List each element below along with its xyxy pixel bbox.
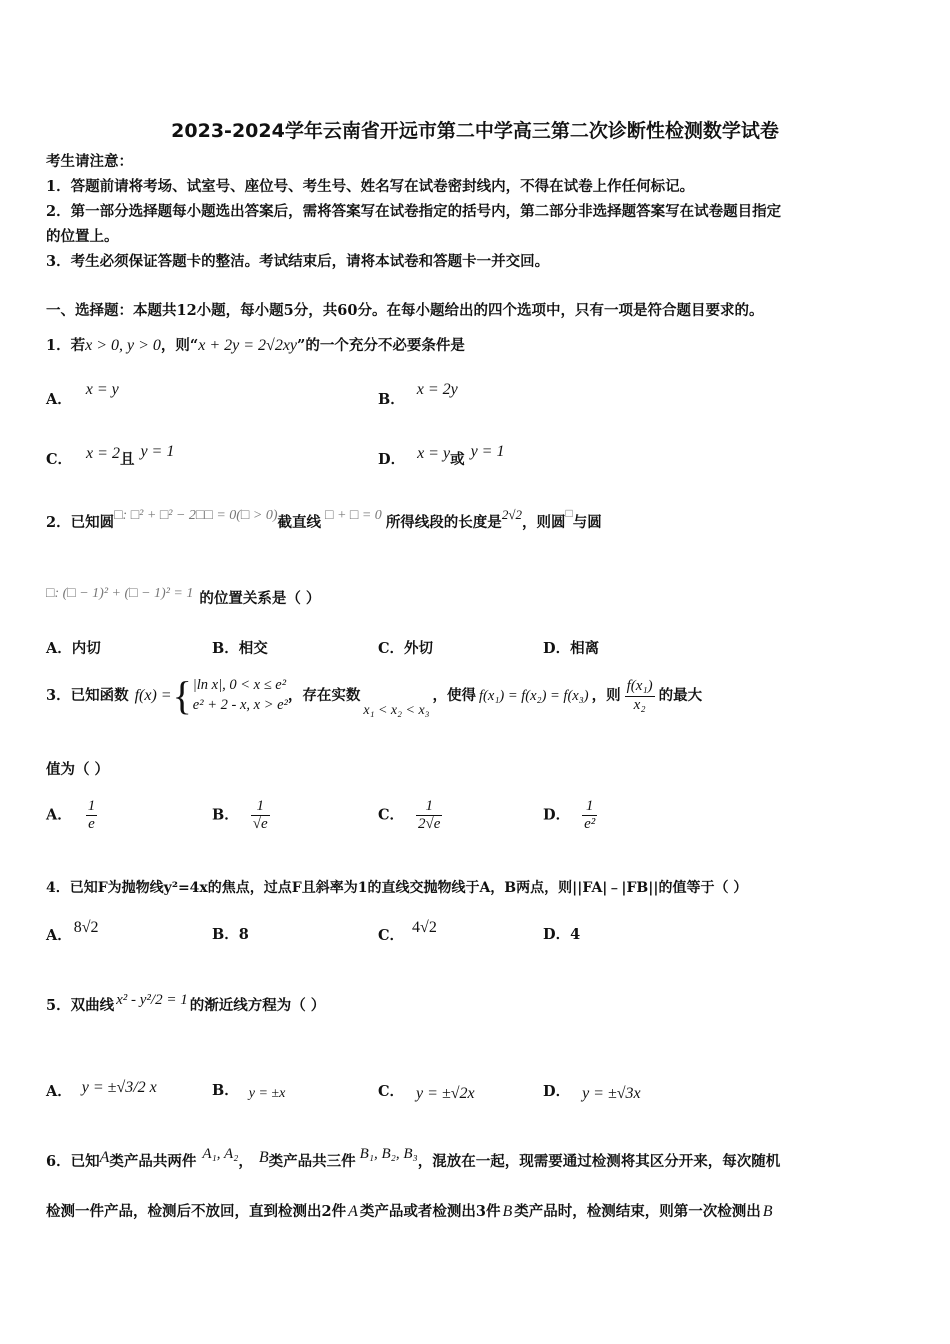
q3-prefix: 3．已知函数 xyxy=(46,686,129,704)
q4-c-text: 4√2 xyxy=(412,919,437,936)
q6-B3: B xyxy=(762,1203,773,1220)
q3-b-frac xyxy=(251,798,270,834)
notice-item-2-cont: 的位置上。 xyxy=(46,228,119,245)
q5-c-label: C． xyxy=(378,1083,405,1100)
q6-line2 xyxy=(46,1204,773,1220)
q6-b-items: B₁, B₂, B₃ xyxy=(359,1146,418,1162)
q1-b-label: B． xyxy=(378,391,405,408)
q3-pieces xyxy=(193,676,288,715)
q6-l2a: 检测一件产品，检测后不放回，直到检测出2件 xyxy=(46,1203,347,1220)
q3-a-num: 1 xyxy=(86,798,98,816)
q1-c-label: C． xyxy=(46,451,73,468)
q3-option-b[interactable] xyxy=(212,798,270,834)
q1-option-c[interactable] xyxy=(46,443,175,468)
q6-l2b: 类产品或者检测出3件 xyxy=(359,1203,501,1220)
q1-prefix: 1．若 xyxy=(46,337,86,354)
q3-piece-1: |ln x|, 0 < x ≤ e² xyxy=(192,677,287,694)
question-6 xyxy=(46,1146,781,1170)
q3-fx: f(x) = xyxy=(134,687,172,704)
q4-option-a[interactable] xyxy=(46,919,99,944)
question-4: 4．已知F为抛物线y²=4x的焦点，过点F且斜率为1的直线交抛物线于A，B两点，则||FA|﹣|FB||的值等于（ ） xyxy=(46,880,748,896)
q6-B: B xyxy=(258,1149,269,1166)
q2-length: 2√2 xyxy=(501,507,522,522)
q6-l1b: 类产品共两件 xyxy=(109,1153,197,1170)
q2-line: □ + □ = 0 xyxy=(325,508,382,523)
q3-option-a[interactable] xyxy=(46,798,97,834)
q4-option-c[interactable] xyxy=(378,919,437,944)
q5-prefix: 5．双曲线 xyxy=(46,997,115,1014)
q1-suffix: ”的一个充分不必要条件是 xyxy=(297,337,465,354)
q3-c-frac xyxy=(416,798,442,834)
q1-d-text1: x = y xyxy=(417,445,451,462)
q5-c-text: y = ±√2x xyxy=(416,1085,475,1102)
q2-option-b[interactable]: B．相交 xyxy=(212,640,268,657)
q4-c-label: C． xyxy=(378,927,405,944)
q3-option-d[interactable] xyxy=(543,798,597,834)
q3-a-den: e xyxy=(88,816,95,833)
question-1 xyxy=(46,338,465,354)
q1-c-join: 且 xyxy=(119,451,135,468)
q3-d-den: e² xyxy=(584,816,596,833)
q2-circle-n: □: (□ − 1)² + (□ − 1)² = 1 xyxy=(46,586,194,601)
q5-d-text: y = ±√3x xyxy=(582,1085,641,1102)
q1-expression: x + 2y = 2√2xy xyxy=(198,337,298,354)
q2-option-a[interactable]: A．内切 xyxy=(46,640,101,657)
q5-option-d[interactable] xyxy=(543,1084,641,1100)
q2-mid2: 所得线段的长度是 xyxy=(385,514,502,531)
q1-a-label: A． xyxy=(46,391,72,408)
q2-suffix: 的位置关系是（ ） xyxy=(199,590,321,607)
q4-option-b[interactable]: B．8 xyxy=(212,926,249,943)
q6-l1e: ，混放在一起，现需要通过检测将其区分开来，每次随机 xyxy=(417,1153,781,1170)
q3-inequality: x₁ < x₂ < x₃ xyxy=(363,703,430,718)
q6-a-items: A₁, A₂ xyxy=(202,1146,239,1162)
q2-mid1: 截直线 xyxy=(277,514,321,531)
q1-d-text2: y = 1 xyxy=(470,443,505,460)
q6-l1c: ， xyxy=(238,1153,253,1170)
q4-a-text: 8√2 xyxy=(73,919,99,936)
notice-item-3: 3．考生必须保证答题卡的整洁。考试结束后，请将本试卷和答题卡一并交回。 xyxy=(46,253,550,270)
question-3: 3．已知函数 f(x) ={ |ln x|, 0 < x ≤ e² e² + 2 - x, x > e² ，存在实数x₁ < x₂ < x₃，使得 f(x₁) = f(x₂) = f(x₃) ，则 $\frac{\text{f(x₁)}}{\text{x₂}}$ 的最大 xyxy=(46,673,703,718)
q5-suffix: 的渐近线方程为（ ） xyxy=(189,997,326,1014)
q6-B2: B xyxy=(502,1203,513,1220)
q5-b-text: y = ±x xyxy=(248,1086,286,1101)
q4-a-label: A． xyxy=(46,927,72,944)
notice-item-2: 2．第一部分选择题每小题选出答案后，需将答案写在试卷指定的括号内，第二部分非选择题答案写在试卷题目指定 xyxy=(46,203,782,220)
q1-option-b[interactable] xyxy=(378,381,458,408)
q1-d-join: 或 xyxy=(450,451,465,468)
q3-equation: f(x₁) = f(x₂) = f(x₃) xyxy=(479,687,589,704)
q1-condition: x > 0, y > 0 xyxy=(85,337,161,354)
q2-prefix: 2．已知圆 xyxy=(46,514,115,531)
q6-A: A xyxy=(99,1149,110,1166)
q3-b-num: 1 xyxy=(251,798,270,816)
q3-b-den: √e xyxy=(252,816,268,833)
q5-b-label: B． xyxy=(212,1082,239,1099)
q6-l1d: 类产品共三件 xyxy=(268,1153,356,1170)
q3-mid3: ，则 xyxy=(591,686,621,704)
q5-equation: x² - y²/2 = 1 xyxy=(116,992,188,1008)
q3-suffix: 的最大 xyxy=(658,686,703,704)
notice-item-1: 1．答题前请将考场、试室号、座位号、考生号、姓名写在试卷密封线内，不得在试卷上作任何标记。 xyxy=(46,178,695,195)
q3-c-num: 1 xyxy=(416,798,442,816)
q3-mid1: ，存在实数 xyxy=(287,686,361,704)
q2-mid3: ，则圆 xyxy=(521,514,566,531)
q3-frac-den: x₂ xyxy=(633,696,646,713)
q3-mid2: ，使得 xyxy=(432,686,477,704)
q3-c-label: C． xyxy=(378,806,405,824)
q3-a-frac xyxy=(86,798,98,834)
notice-heading: 考生请注意： xyxy=(46,153,133,170)
question-5 xyxy=(46,992,326,1014)
section-heading: 一、选择题：本题共12小题，每小题5分，共60分。在每小题给出的四个选项中，只有一项是符合题目要求的。 xyxy=(46,302,764,319)
q2-mid4: 与圆 xyxy=(572,514,602,531)
q1-c-text1: x = 2 xyxy=(86,445,120,462)
q1-c-text2: y = 1 xyxy=(140,443,175,460)
q5-option-c[interactable] xyxy=(378,1084,475,1100)
q3-option-c[interactable] xyxy=(378,798,442,834)
q2-line2 xyxy=(46,586,321,607)
q1-option-a[interactable] xyxy=(46,381,119,408)
q1-b-text: x = 2y xyxy=(416,381,458,398)
q4-option-d[interactable]: D．4 xyxy=(543,926,581,943)
q3-b-label: B． xyxy=(212,806,239,824)
q3-fraction xyxy=(625,678,655,714)
q3-line2: 值为（ ） xyxy=(46,761,110,778)
q3-d-frac xyxy=(582,798,597,834)
q3-a-label: A． xyxy=(46,806,72,824)
q2-option-c[interactable]: C．外切 xyxy=(378,640,434,657)
q6-l2c: 类产品时，检测结束，则第一次检测出 xyxy=(514,1203,761,1220)
q6-l1a: 6．已知 xyxy=(46,1153,100,1170)
question-2: 2．已知圆□: □² + □² − 2□□ = 0(□ > 0)截直线 □ + □ = 0 所得线段的长度是2√2，则圆□与圆 xyxy=(46,506,602,531)
page-title: 2023-2024学年云南省开远市第二中学高三第二次诊断性检测数学试卷 xyxy=(171,120,779,142)
q1-mid: ，则“ xyxy=(160,337,199,354)
q2-option-d[interactable]: D．相离 xyxy=(543,640,600,657)
q3-d-label: D． xyxy=(543,806,571,824)
q1-a-text: x = y xyxy=(85,381,119,398)
q2-circle-m: □: □² + □² − 2□□ = 0(□ > 0) xyxy=(114,508,278,523)
q3-piece-2: e² + 2 - x, x > e² xyxy=(192,697,288,713)
q1-d-label: D． xyxy=(378,451,406,468)
q6-A2: A xyxy=(348,1203,358,1220)
q3-d-num: 1 xyxy=(582,798,597,816)
q5-a-label: A． xyxy=(46,1083,72,1100)
q1-option-d[interactable] xyxy=(378,443,505,468)
q5-option-b[interactable] xyxy=(212,1084,285,1099)
q5-option-a[interactable] xyxy=(46,1079,157,1100)
q3-frac-num: f(x₁) xyxy=(625,678,655,696)
q5-a-text: y = ±√3/2 x xyxy=(81,1079,157,1096)
q3-c-den: 2√e xyxy=(418,816,441,833)
q5-d-label: D． xyxy=(543,1083,571,1100)
